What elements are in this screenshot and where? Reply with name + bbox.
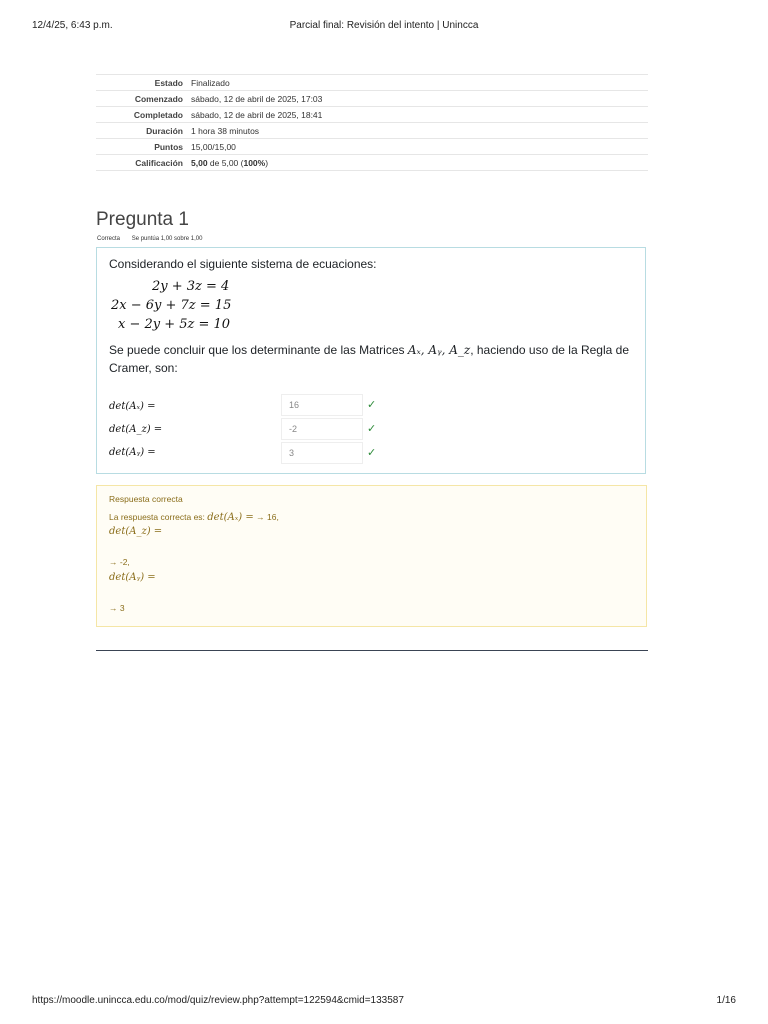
summary-label: Estado — [96, 75, 191, 91]
summary-value: 1 hora 38 minutos — [191, 123, 648, 139]
summary-value: 15,00/15,00 — [191, 139, 648, 155]
summary-row-estado — [96, 75, 648, 91]
grade-of: de 5,00 ( — [207, 157, 244, 168]
summary-label: Completado — [96, 107, 191, 123]
answer-label-ay: det(Aᵧ) = — [109, 447, 156, 458]
question-content-box — [96, 247, 646, 474]
answer-field-ax[interactable]: 16 — [281, 394, 363, 416]
print-url[interactable]: https://moodle.unincca.edu.co/mod/quiz/review.php?attempt=122594&cmid=133587 — [32, 995, 404, 1006]
grade-score: 5,00 — [191, 157, 208, 168]
grade-percent: 100% — [243, 157, 266, 168]
question-info — [97, 236, 212, 242]
summary-label: Comenzado — [96, 91, 191, 107]
answer-field-ay[interactable]: 3 — [281, 442, 363, 464]
prompt-before: Se puede concluir que los determinante de las Matrices — [109, 343, 408, 357]
feedback-box — [96, 485, 647, 627]
summary-row-completado — [96, 107, 648, 123]
answer-label-az: det(A_z) = — [109, 424, 163, 435]
summary-value: sábado, 12 de abril de 2025, 18:41 — [191, 107, 648, 123]
answer-field-az[interactable]: -2 — [281, 418, 363, 440]
summary-label: Puntos — [96, 139, 191, 155]
question-grade: Se puntúa 1,00 sobre 1,00 — [131, 236, 203, 242]
question-intro: Considerando el siguiente sistema de ecuaciones: — [109, 257, 377, 271]
equation-3: x − 2y + 5z = 10 — [118, 317, 231, 332]
feedback-det-ay: det(Aᵧ) = — [109, 572, 156, 583]
grade-close: ) — [265, 157, 269, 168]
feedback-value-ay: → 3 — [109, 603, 125, 613]
feedback-det-ax: det(Aₓ) = — [207, 512, 254, 523]
feedback-value-az: → -2, — [109, 557, 130, 567]
prompt-matrices: Aₓ, Aᵧ, A_z — [407, 343, 471, 357]
prompt-after: , haciendo uso de la Regla de Cramer, son: — [109, 343, 629, 375]
summary-row-duracion — [96, 123, 648, 139]
equation-2: 2x − 6y + 7z = 15 — [111, 298, 232, 313]
feedback-heading: Respuesta correcta — [109, 494, 183, 504]
divider — [96, 650, 648, 651]
print-datetime: 12/4/25, 6:43 p.m. — [32, 20, 113, 31]
feedback-det-az: det(A_z) = — [109, 526, 163, 537]
question-prompt — [109, 341, 629, 377]
print-page-title: Parcial final: Revisión del intento | Unincca — [289, 20, 479, 31]
check-icon: ✓ — [367, 399, 377, 411]
summary-label: Duración — [96, 123, 191, 139]
check-icon: ✓ — [367, 423, 377, 435]
attempt-summary-table — [96, 74, 648, 171]
summary-row-calificacion — [96, 155, 648, 171]
print-page-number: 1/16 — [716, 995, 736, 1006]
question-title: Pregunta 1 — [96, 209, 189, 230]
answer-label-ax: det(Aₓ) = — [109, 401, 156, 412]
question-state: Correcta — [97, 236, 121, 242]
feedback-correct-answer — [109, 512, 279, 523]
summary-value: Finalizado — [191, 75, 648, 91]
equation-1: 2y + 3z = 4 — [152, 279, 230, 294]
check-icon: ✓ — [367, 447, 377, 459]
feedback-intro: La respuesta correcta es: — [109, 512, 208, 522]
feedback-value-ax: → 16, — [253, 512, 279, 522]
summary-label: Calificación — [96, 155, 191, 171]
summary-value — [191, 155, 648, 171]
summary-value: sábado, 12 de abril de 2025, 17:03 — [191, 91, 648, 107]
summary-row-comenzado — [96, 91, 648, 107]
summary-row-puntos — [96, 139, 648, 155]
